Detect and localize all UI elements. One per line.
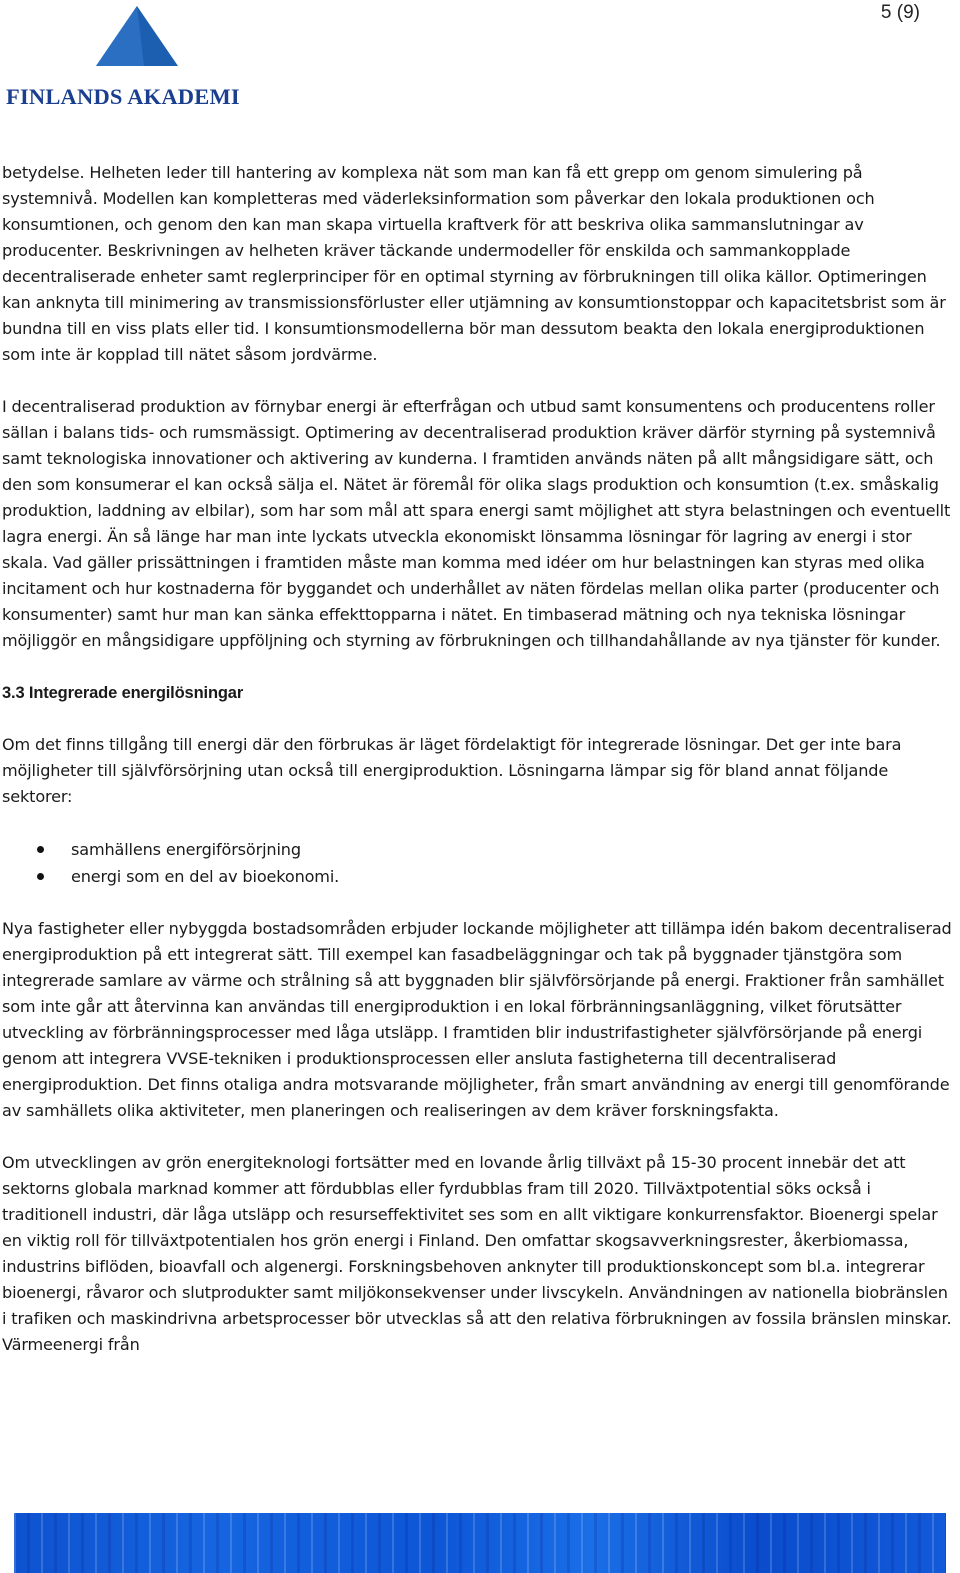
logo-text: FINLANDS AKADEMI [6,84,240,109]
paragraph: Om utvecklingen av grön energiteknologi fortsätter med en lovande årlig tillväxt på 15-30 procent innebär det att sektorns globala marknad kommer att fördubblas eller fyrdubblas fram till 2020. Tillväxtpotential söks också i traditionell industri, där låga utsläpp och resurseffektivitet ses som en allt viktigare konkurrensfaktor. Bioenergi spelar en viktig roll för tillväxtpotentialen hos grön energi i Finland. Den omfattar skogsavverkningsrester, åkerbiomassa, industrins biflöden, bioavfall och algenergi. Forskningsbehoven anknyter till produktionskoncept som bl.a. integrerar bioenergi, råvaror och slutprodukter samt miljökonsekvenser under livscykeln. Användningen av nationella biobränslen i trafiken och maskindrivna arbetsprocesser bör utvecklas så att den relativa förbrukningen av fossila bränslen minskar. Värmeenergi från [2,1153,952,1354]
list-item-text: samhällens energiförsörjning [71,840,301,859]
list-item-text: energi som en del av bioekonomi. [71,867,340,886]
bullet-icon [37,873,44,880]
section-heading: 3.3 Integrerade energilösningar [2,684,244,702]
paragraph: Nya fastigheter eller nybyggda bostadsområden erbjuder lockande möjligheter att tillämpa idén bakom decentraliserad energiproduktion på ett integrerat sätt. Till exempel kan fasadbeläggningar och tak på byggnader tjänstgöra som integrerade samlare av värme och strålning så att byggnaden blir självförsörjande på energi. Fraktioner från samhället som inte går att återvinna kan användas till energiproduktion i en lokal förbränningsanläggning, vilket förutsätter utveckling av förbränningsprocesser med låga utsläpp. I framtiden blir industrifastigheter självförsörjande på energi genom att integrera VVSE-tekniken i produktionsprocessen eller ansluta fastigheterna till decentraliserad energiproduktion. Det finns otaliga andra motsvarande möjligheter, från smart användning av energi till genomförande av samhällets olika aktiviteter, men planeringen och realiseringen av dem kräver forskningsfakta. [2,919,952,1120]
logo [6,6,268,109]
footer-decorative-band [14,1513,946,1573]
paragraph: I decentraliserad produktion av förnybar energi är efterfrågan och utbud samt konsumentens och producentens roller sällan i balans tids- och rumsmässigt. Optimering av decentraliserad produktion kräver därför styrning på systemnivå samt teknologiska innovationer och aktivering av kunderna. I framtiden används näten på allt mångsidigare sätt, och den som konsumerar el kan också sälja el. Nätet är föremål för olika slags produktion och konsumtion (t.ex. småskalig produktion, laddning av elbilar), som har som mål att spara energi samt möjlighet att styra belastningen och eventuellt lagra energi. Än så länge har man inte lyckats utveckla ekonomiskt lönsamma lösningar för lagring av energi i stor skala. Vad gäller prissättningen i framtiden måste man komma med idéer om hur belastningen kan styras med olika incitament och hur kostnaderna för byggandet och underhållet av näten fördelas mellan olika parter (producenter och konsumenter) samt hur man kan sänka effekttopparna i nätet. En timbaserad mätning och nya tekniska lösningar möjliggör en mångsidigare uppföljning och styrning av förbrukningen och tillhandahållande av nya tjänster för kunder. [2,397,951,650]
bullet-list [2,836,957,890]
page-number: 5 (9) [880,2,920,23]
paragraph: betydelse. Helheten leder till hantering av komplexa nät som man kan få ett grepp om genom simulering på systemnivå. Modellen kan kompletteras med väderleksinformation som påverkar den lokala produktionen och konsumtionen, och genom den kan man skapa virtuella kraftverk för att beskriva olika sammanslutningar av producenter. Beskrivningen av helheten kräver täckande undermodeller för enskilda och sammankopplade decentraliserade enheter samt reglerprinciper för en optimal styrning av förbrukningen till olika källor. Optimeringen kan anknyta till minimering av transmissionsförluster eller utjämning av konsumtionstoppar och kapacitetsbrist som är bundna till en viss plats eller tid. I konsumtionsmodellerna bör man dessutom beakta den lokala energiproduktionen som inte är kopplad till nätet såsom jordvärme. [2,163,946,364]
list-item [2,836,957,863]
list-item [2,863,957,890]
paragraph: Om det finns tillgång till energi där den förbrukas är läget fördelaktigt för integrerade lösningar. Det ger inte bara möjligheter till självförsörjning utan också till energiproduktion. Lösningarna lämpar sig för bland annat följande sektorer: [2,735,902,806]
bullet-icon [37,846,44,853]
logo-triangle-icon [96,6,178,72]
document-body [2,160,957,1384]
